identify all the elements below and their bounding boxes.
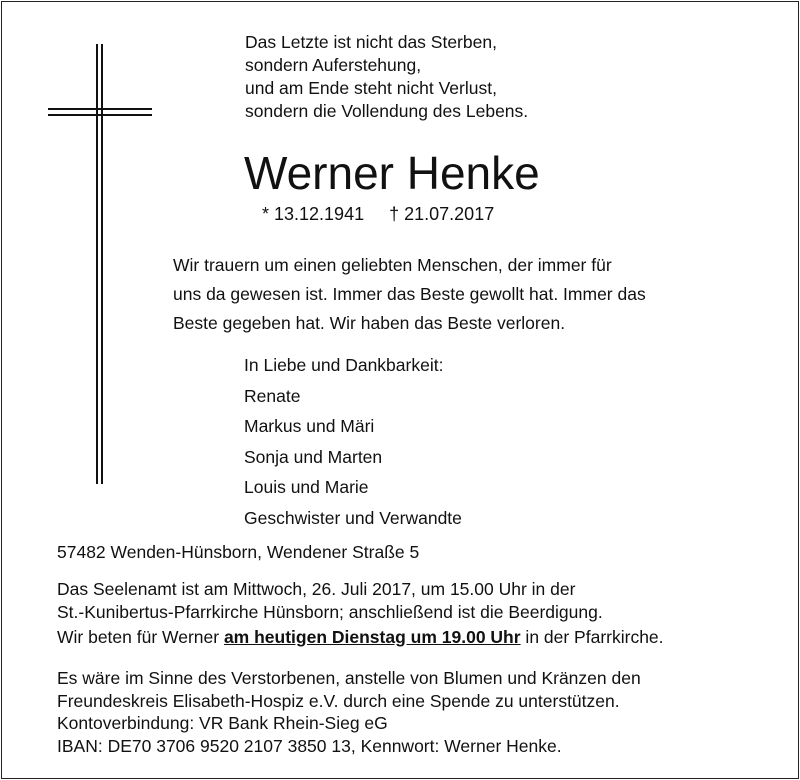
family-member: Markus und Märi [244,416,375,437]
mourning-line: Wir trauern um einen geliebten Menschen, der immer für [173,255,612,275]
bank-account: Kontoverbindung: VR Bank Rhein-Sieg eG [57,713,388,733]
life-dates [262,203,514,225]
cross-vertical-bar [101,44,103,484]
prayer-info [57,626,664,649]
prayer-highlight: am heutigen Dienstag um 19.00 Uhr [223,627,521,647]
requiem-line: Das Seelenamt ist am Mittwoch, 26. Juli 2017, um 15.00 Uhr in der [57,579,576,599]
donation-line: Freundeskreis Elisabeth-Hospiz e.V. durch eine Spende zu unterstützen. [57,690,620,711]
mourning-line: Beste gegeben hat. Wir haben das Beste verloren. [173,313,566,333]
cross-horizontal-bar [48,114,152,116]
donation-info [57,667,641,757]
poem [245,31,528,123]
family-list [244,350,462,534]
cross-vertical-bar [96,44,98,484]
deceased-name: Werner Henke [244,147,540,199]
family-member: Sonja und Marten [244,446,383,467]
poem-line: und am Ende steht nicht Verlust, [245,78,497,98]
poem-line: Das Letzte ist nicht das Sterben, [245,32,497,52]
iban: IBAN: DE70 3706 9520 2107 3850 13, Kennwort: Werner Henke. [57,735,562,756]
death-date: † 21.07.2017 [389,204,495,224]
mourning-text [173,251,646,338]
poem-line: sondern Auferstehung, [245,55,422,75]
family-member: Louis und Marie [244,477,369,498]
requiem-line: St.-Kunibertus-Pfarrkirche Hünsborn; anschließend ist die Beerdigung. [57,601,603,622]
prayer-text: Wir beten für Werner [57,627,224,647]
donation-line: Es wäre im Sinne des Verstorbenen, anstelle von Blumen und Kränzen den [57,668,641,688]
family-heading: In Liebe und Dankbarkeit: [244,355,444,375]
address: 57482 Wenden-Hünsborn, Wendener Straße 5 [57,542,420,562]
requiem-info [57,578,603,623]
mourning-line: uns da gewesen ist. Immer das Beste gewollt hat. Immer das [173,284,646,304]
family-member: Geschwister und Verwandte [244,507,462,528]
poem-line: sondern die Vollendung des Lebens. [245,101,529,121]
family-member: Renate [244,385,301,406]
birth-date: * 13.12.1941 [262,204,365,224]
prayer-text: in der Pfarrkirche. [520,627,664,647]
cross-horizontal-bar [48,108,152,110]
